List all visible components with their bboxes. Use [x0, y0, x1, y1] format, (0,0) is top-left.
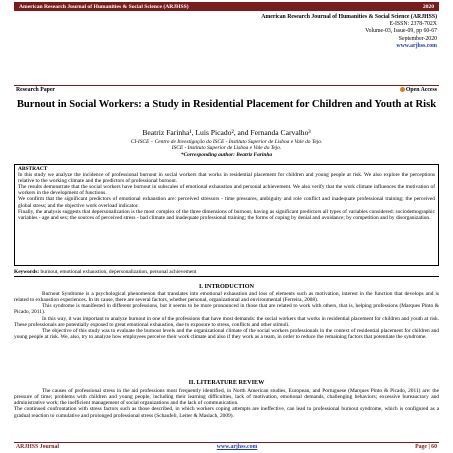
corresponding-author: *Corresponding author: Beatriz Farinha [180, 151, 273, 158]
author-affiliations [14, 139, 439, 158]
journal-issn: E-ISSN: 2378-702X [389, 21, 437, 28]
keywords-line [14, 269, 439, 277]
introduction-body [14, 291, 439, 340]
affiliation-line: ISCE - Instituto Superior de Lisboa e Vale do Tejo. [171, 145, 282, 152]
body-paragraph: The continued confrontation with stress factors such as those described, in which workers coping attempts are ineffective, can lead to professional burnout syndrome, which is configured as a gradual reaction to cumulative and prolonged professional stress (Schaufeli, Leiter & Maslach, 2009). [14, 406, 439, 419]
footer-page-number: Page | 60 [415, 444, 437, 450]
body-paragraph: The causes of professional stress in the aid professions most frequently identified, in North American studies, European, and Portuguese (Marques Pinto & Picado, 2011) are: the pressure of time; problems with children and young people, including their learning difficulties, lack of motivation, emotional demands, challenging behaviors; excessive bureaucracy and administrative work; the inefficient management of social organizations and the lack of communication. [14, 388, 439, 407]
abstract-paragraph: Finally, the analysis suggests that depersonalization is the most complex of the three dimensions of burnout, having as significant predictors all types of variables considered: sociodemographic variables - age and sex; the sources of perceived stress - bad climate and inadequate professional training; the forms of coping by denial and avoidance; by competition and by disorganization. [18, 208, 435, 221]
journal-name: American Research Journal of Humanities & Social Science (ARJHSS) [261, 14, 437, 20]
journal-website-link[interactable]: www.arjhss.com [396, 42, 437, 49]
paper-title: Burnout in Social Workers: a Study in Residential Placement for Children and Youth at Risk [16, 99, 437, 110]
journal-bar-title: American Research Journal of Humanities & Social Science (ARJHSS) [19, 3, 189, 10]
body-paragraph: Burnout Syndrome is a psychological phenomenon that translates into emotional exhaustion and loss of elements such as motivation, interest in the function that develops and is related to exhaustion experiences. In its cause, there are several factors, whether personal, organizational and environmental (Ferreira, 2008). [14, 291, 439, 304]
body-paragraph: In this way, it was important to analyze burnout in one of the professions that have most demands: the social workers that works in residential placement for children and youth at risk. These professionals are potentially exposed to great emotional exhaustion, due to exposure to stress, conflicts and other stimuli. [14, 315, 439, 328]
open-access-badge [400, 87, 437, 93]
paper-type: Research Paper [16, 86, 56, 93]
body-paragraph: The objective of this study was to evaluate the burnout levels and the organizational climate of the social workers professionals in the context of residential placement for children and young people at risk. We, also, try to analyze how employees perceive their work climate and also if they work as a team, in order to reduce the remaining factors that potentiate the syndrome. [14, 327, 439, 341]
abstract-paragraph: In this study we analyze the incidence of professional burnout in social workers that works in residential placement for children and young people at risk. We also explore the perceptions relative to the working climate and the predictors of professional burnout. [18, 172, 435, 185]
open-access-label: Open Access [405, 86, 437, 93]
abstract-paragraph: The results demonstrate that the social workers have burnout in subscales of emotional exhaustion and personal achievement. We also verify that the work climate influences the motivation of workers in the development of functions. [18, 184, 435, 197]
paper-type-bar [14, 85, 439, 93]
body-paragraph: This syndrome is manifested in different professions, but it seems to be more pronounced in those that are related to work with others, that is, helping professions (Marques Pinto & Picado, 2011). [14, 303, 439, 316]
page-footer [14, 442, 439, 451]
abstract-box [14, 164, 439, 266]
paper-authors: Beatriz Farinha¹, Luis Picado², and Fernanda Carvalho³ [142, 128, 311, 137]
journal-info [117, 14, 437, 50]
open-access-icon [400, 87, 405, 92]
section-heading-literature-review: II. LITERATURE REVIEW [188, 379, 265, 386]
literature-review-body [14, 388, 439, 419]
abstract-heading: ABSTRACT [18, 166, 48, 172]
journal-date: September-2020 [398, 35, 437, 42]
journal-bar-year: 2020 [422, 3, 434, 10]
section-heading-introduction: I. INTRODUCTION [198, 283, 254, 290]
affiliation-line: CI-ISCE – Centro de Investigação do ISCE - Instituto Superior de Lisboa e Vale do Tejo. [130, 139, 323, 145]
journal-top-bar [14, 2, 439, 11]
footer-journal: ARJHSS Journal [16, 444, 60, 450]
keywords-text: burnout, emotional exhaustion, depersonalization, personal achievement [40, 269, 197, 275]
abstract-paragraph: We confirm that the significant predictors of emotional exhaustion are: perceived stressors - time pressures, ambiguity and role conflict and inadequate professional training; the perceived global stress; and the objective work overload indicator. [18, 196, 435, 209]
journal-volume: Volume-03, Issue-09, pp 60-67 [365, 28, 437, 35]
footer-website-link[interactable]: www.arjhss.com [216, 444, 258, 450]
keywords-label: Keywords: [14, 269, 40, 275]
